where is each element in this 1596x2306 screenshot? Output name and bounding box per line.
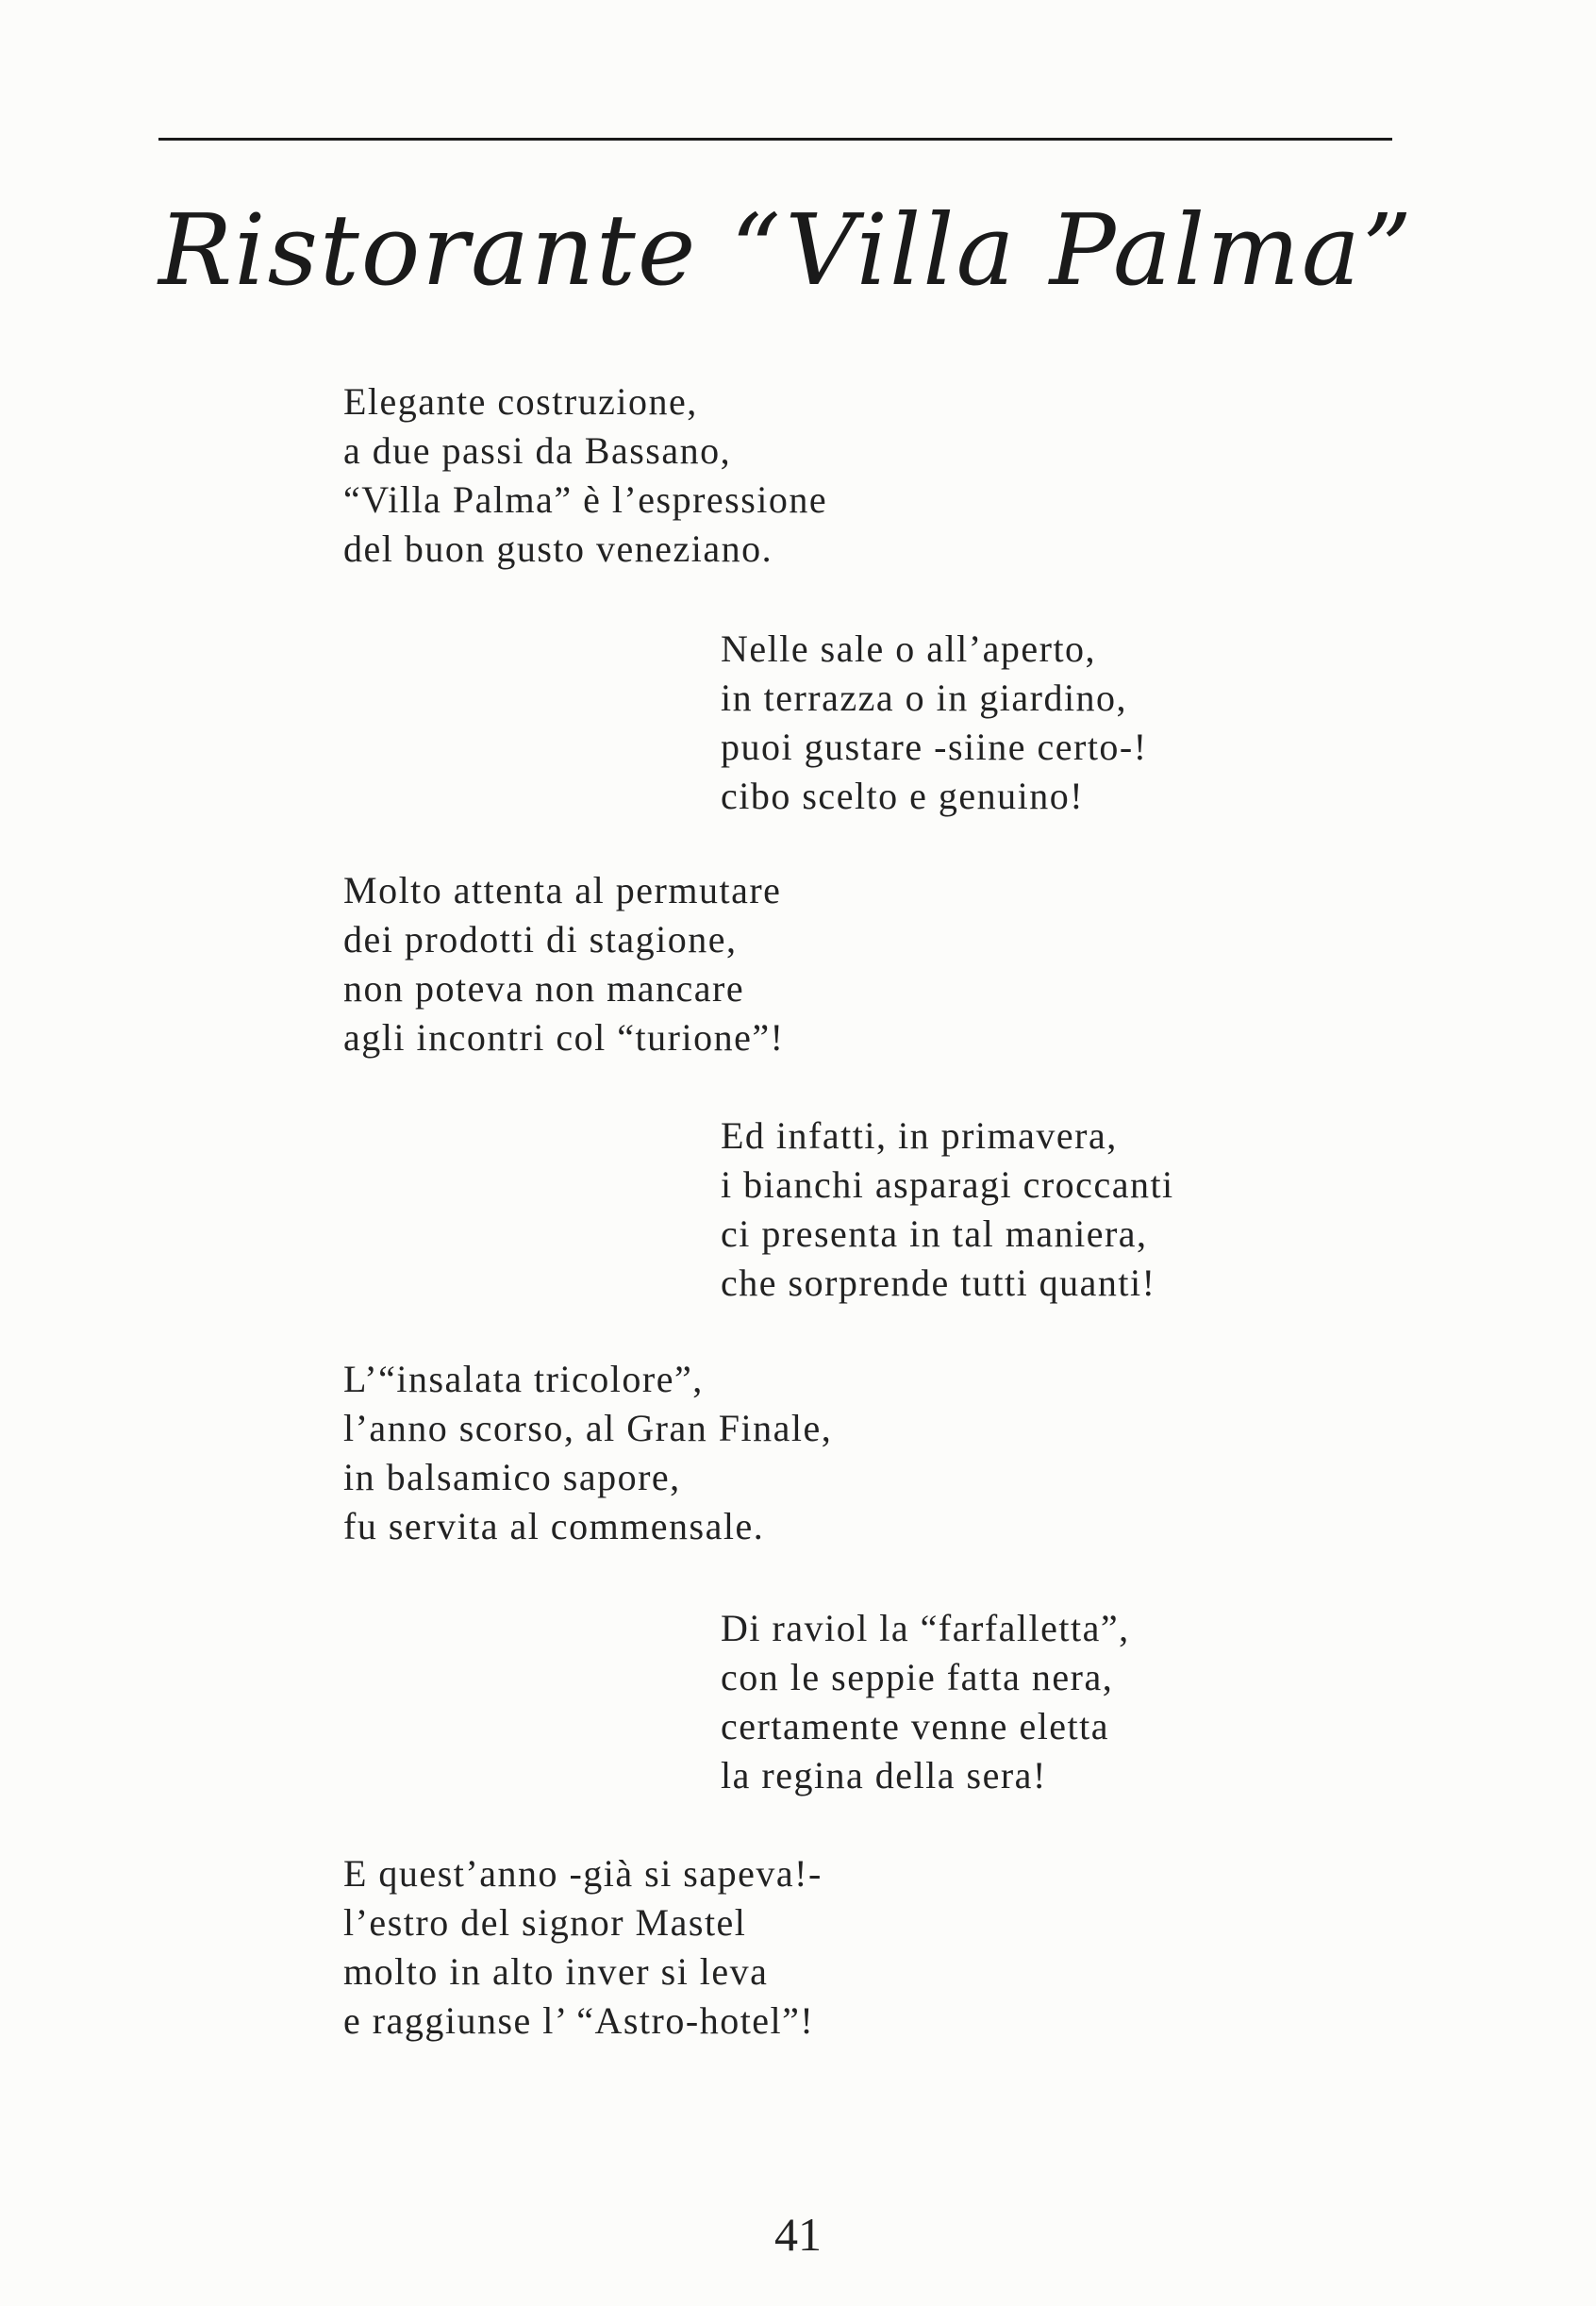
stanza-line: non poteva non mancare bbox=[343, 967, 745, 1010]
stanza-line: Di raviol la “farfalletta”, bbox=[721, 1607, 1130, 1649]
stanza-line: l’estro del signor Mastel bbox=[343, 1901, 747, 1944]
page-number: 41 bbox=[774, 2208, 822, 2261]
stanza-line: in balsamico sapore, bbox=[343, 1456, 681, 1498]
stanza-1 bbox=[343, 377, 827, 574]
top-rule-divider bbox=[158, 138, 1392, 141]
stanza-3 bbox=[343, 866, 784, 1062]
stanza-line: in terrazza o in giardino, bbox=[721, 677, 1128, 719]
stanza-line: L’“insalata tricolore”, bbox=[343, 1358, 704, 1400]
stanza-line: Ed infatti, in primavera, bbox=[721, 1114, 1118, 1157]
stanza-line: Nelle sale o all’aperto, bbox=[721, 627, 1097, 670]
stanza-line: del buon gusto veneziano. bbox=[343, 527, 773, 570]
stanza-6 bbox=[721, 1604, 1130, 1800]
stanza-5 bbox=[343, 1355, 832, 1551]
stanza-line: “Villa Palma” è l’espressione bbox=[343, 478, 828, 521]
page-title: Ristorante “Villa Palma” bbox=[158, 192, 1414, 308]
stanza-line: puoi gustare -siine certo-! bbox=[721, 726, 1148, 768]
stanza-line: che sorprende tutti quanti! bbox=[721, 1262, 1156, 1304]
stanza-7 bbox=[343, 1849, 823, 2046]
stanza-4 bbox=[721, 1111, 1174, 1308]
stanza-line: fu servita al commensale. bbox=[343, 1505, 765, 1547]
stanza-line: l’anno scorso, al Gran Finale, bbox=[343, 1407, 833, 1449]
stanza-line: certamente venne eletta bbox=[721, 1705, 1110, 1747]
stanza-line: dei prodotti di stagione, bbox=[343, 918, 738, 961]
stanza-line: la regina della sera! bbox=[721, 1754, 1047, 1796]
stanza-line: e raggiunse l’ “Astro-hotel”! bbox=[343, 1999, 815, 2042]
stanza-line: E quest’anno -già si sapeva!- bbox=[343, 1852, 823, 1895]
stanza-2 bbox=[721, 625, 1148, 821]
stanza-line: ci presenta in tal maniera, bbox=[721, 1212, 1148, 1255]
stanza-line: Molto attenta al permutare bbox=[343, 869, 782, 911]
stanza-line: agli incontri col “turione”! bbox=[343, 1016, 785, 1059]
stanza-line: molto in alto inver si leva bbox=[343, 1950, 769, 1993]
stanza-line: Elegante costruzione, bbox=[343, 380, 698, 423]
stanza-line: a due passi da Bassano, bbox=[343, 429, 732, 472]
stanza-line: i bianchi asparagi croccanti bbox=[721, 1163, 1174, 1206]
stanza-line: con le seppie fatta nera, bbox=[721, 1656, 1114, 1698]
stanza-line: cibo scelto e genuino! bbox=[721, 775, 1085, 817]
